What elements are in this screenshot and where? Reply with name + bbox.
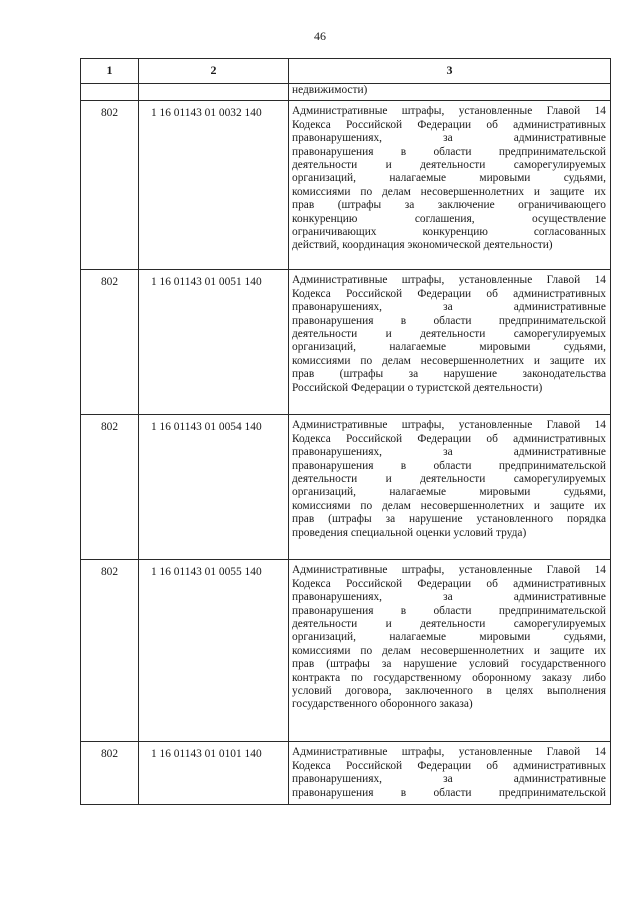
admin-code: 802 (81, 270, 139, 415)
description-line: условий договора, заключенного в целях выполнения (292, 684, 606, 697)
description-line: Кодекса Российской Федерации об административных (292, 759, 606, 772)
description-line: государственного оборонного заказа) (292, 698, 473, 711)
description-line: Российской Федерации о туристской деятельности) (292, 381, 543, 394)
description-line: прав (штрафы за заключение ограничивающего (292, 199, 606, 212)
description-line: комиссиями по делам несовершеннолетних и защите их (292, 185, 606, 198)
column-header-3: 3 (289, 59, 611, 84)
description-line: деятельности и деятельности саморегулируемых (292, 327, 606, 340)
description (289, 742, 611, 805)
description-line: правонарушения в области предпринимательской (292, 786, 606, 799)
column-header-1: 1 (81, 59, 139, 84)
admin-code: 802 (81, 560, 139, 742)
admin-code: 802 (81, 415, 139, 560)
description-line: Кодекса Российской Федерации об административных (292, 432, 606, 445)
column-header-2: 2 (139, 59, 289, 84)
description-line: действий, координация экономической деятельности) (292, 239, 553, 252)
description-line: правонарушениях, за административные (292, 773, 606, 786)
continuation-text (289, 84, 611, 101)
description-line: деятельности и деятельности саморегулируемых (292, 617, 606, 630)
description-line: Кодекса Российской Федерации об административных (292, 118, 606, 131)
description-line: прав (штрафы за нарушение условий государственного (292, 658, 606, 671)
table-header-row (81, 59, 611, 84)
description-line: проведения специальной оценки условий труда) (292, 526, 527, 539)
description-line: комиссиями по делам несовершеннолетних и защите их (292, 354, 606, 367)
description-line: Административные штрафы, установленные Главой 14 (292, 564, 606, 577)
description-line: Кодекса Российской Федерации об административных (292, 577, 606, 590)
description (289, 415, 611, 560)
description-line: недвижимости) (292, 84, 368, 96)
description-line: правонарушениях, за административные (292, 446, 606, 459)
description (289, 270, 611, 415)
description-line: ограничивающих конкуренцию согласованных (292, 225, 606, 238)
continuation-cell-1 (81, 84, 139, 101)
description-line: правонарушения в области предпринимательской (292, 314, 606, 327)
budget-classification-code: 1 16 01143 01 0101 140 (139, 742, 289, 805)
description-line: организаций, налагаемые мировыми судьями, (292, 486, 606, 499)
description-line: организаций, налагаемые мировыми судьями, (292, 172, 606, 185)
description (289, 560, 611, 742)
budget-classification-code: 1 16 01143 01 0032 140 (139, 101, 289, 270)
description-line: правонарушениях, за административные (292, 591, 606, 604)
continuation-cell-2 (139, 84, 289, 101)
budget-classification-code: 1 16 01143 01 0055 140 (139, 560, 289, 742)
continuation-row (81, 84, 611, 101)
table-row (81, 270, 611, 415)
description-line: деятельности и деятельности саморегулируемых (292, 158, 606, 171)
description-line: правонарушениях, за административные (292, 132, 606, 145)
description-line: комиссиями по делам несовершеннолетних и защите их (292, 644, 606, 657)
description-line: контракта по государственному оборонному заказу либо (292, 671, 606, 684)
description-line: Административные штрафы, установленные Главой 14 (292, 746, 606, 759)
description-line: конкуренцию соглашения, осуществление (292, 212, 606, 225)
description-line: Кодекса Российской Федерации об административных (292, 287, 606, 300)
admin-code: 802 (81, 101, 139, 270)
description-line: правонарушения в области предпринимательской (292, 145, 606, 158)
description-line: прав (штрафы за нарушение законодательства (292, 368, 606, 381)
page-number: 46 (314, 29, 326, 43)
description-line: прав (штрафы за нарушение установленного порядка (292, 513, 606, 526)
description (289, 101, 611, 270)
description-line: организаций, налагаемые мировыми судьями, (292, 341, 606, 354)
description-line: организаций, налагаемые мировыми судьями, (292, 631, 606, 644)
description-line: Административные штрафы, установленные Главой 14 (292, 274, 606, 287)
description-line: Административные штрафы, установленные Главой 14 (292, 419, 606, 432)
table-row (81, 560, 611, 742)
description-line: Административные штрафы, установленные Главой 14 (292, 105, 606, 118)
budget-classification-code: 1 16 01143 01 0054 140 (139, 415, 289, 560)
table-row (81, 101, 611, 270)
description-line: правонарушения в области предпринимательской (292, 604, 606, 617)
budget-codes-table (80, 58, 611, 805)
description-line: комиссиями по делам несовершеннолетних и защите их (292, 499, 606, 512)
description-line: правонарушения в области предпринимательской (292, 459, 606, 472)
budget-classification-code: 1 16 01143 01 0051 140 (139, 270, 289, 415)
table-row (81, 742, 611, 805)
admin-code: 802 (81, 742, 139, 805)
table-row (81, 415, 611, 560)
description-line: правонарушениях, за административные (292, 301, 606, 314)
description-line: деятельности и деятельности саморегулируемых (292, 472, 606, 485)
